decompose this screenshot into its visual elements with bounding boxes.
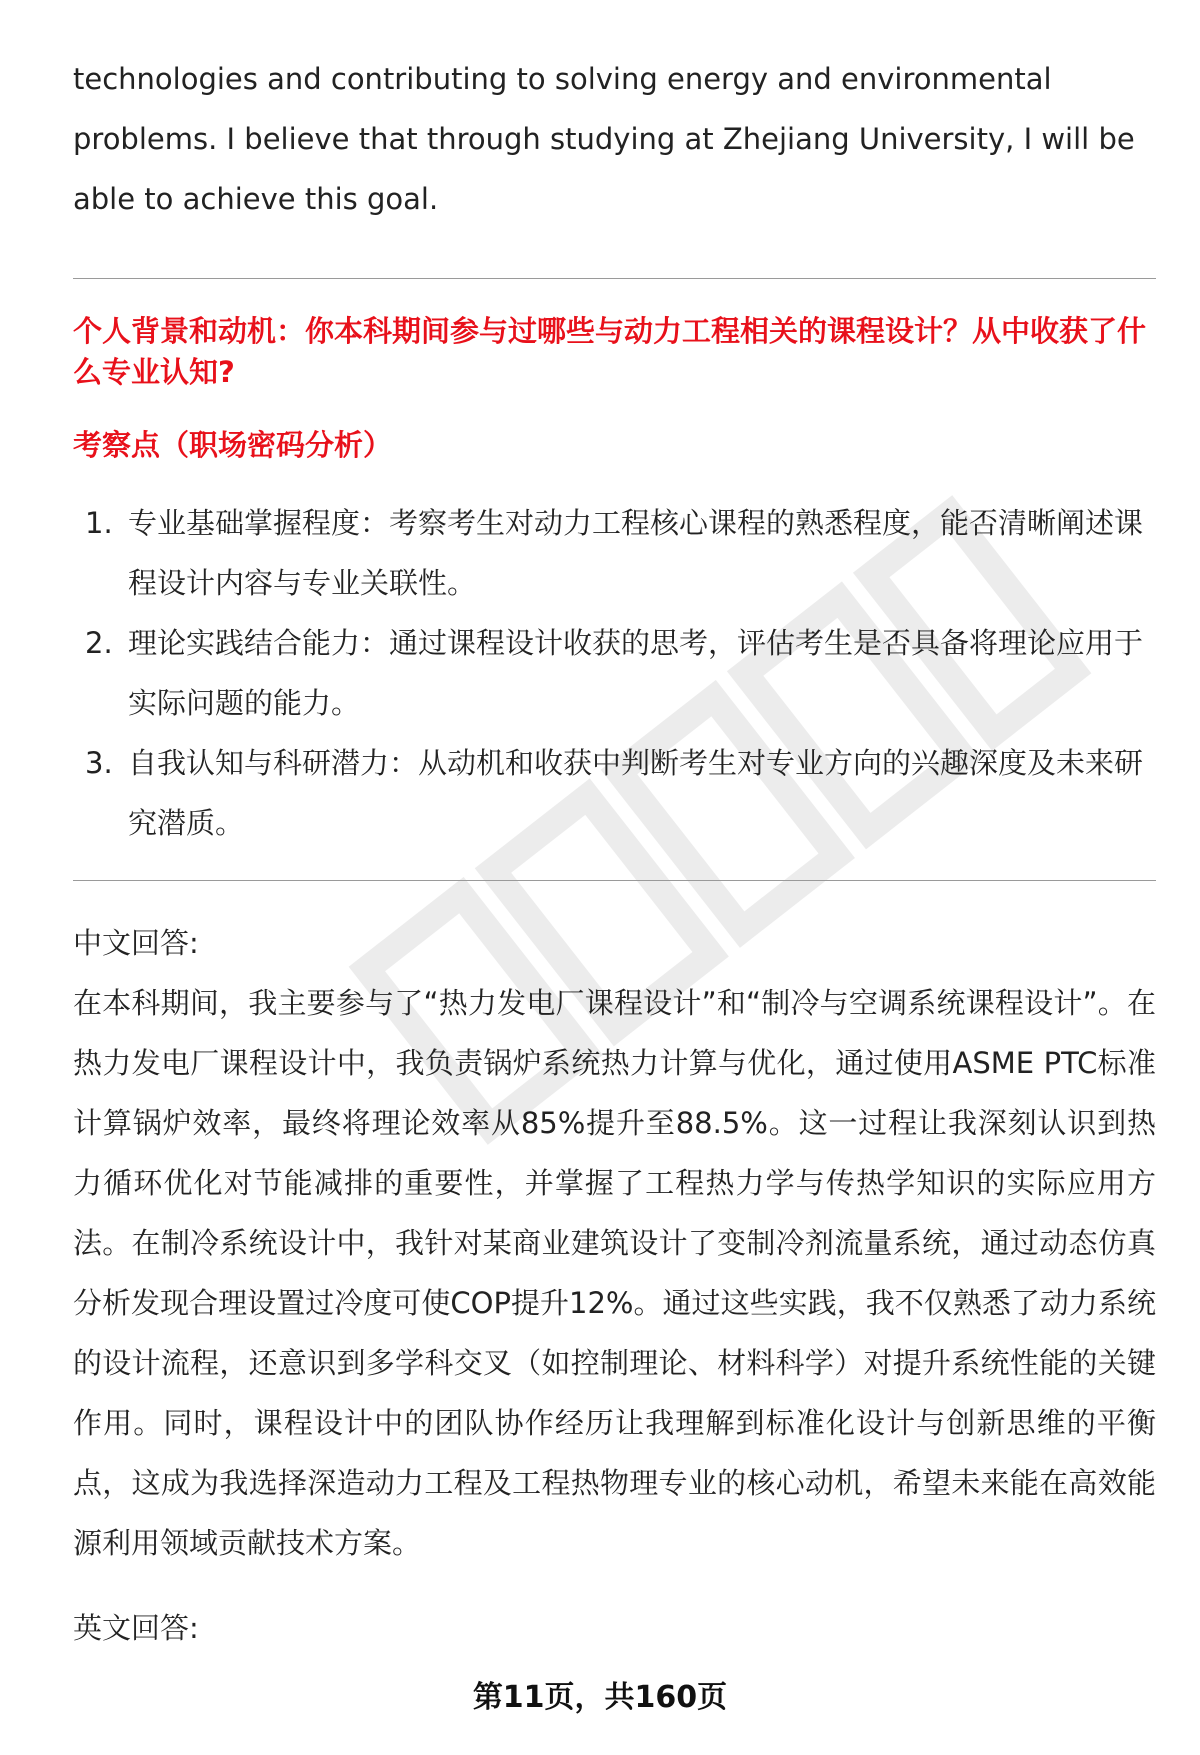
list-item-number: 2. <box>85 626 113 660</box>
list-item-number: 1. <box>85 506 113 540</box>
list-item <box>73 493 1156 613</box>
document-page <box>73 0 1156 1755</box>
chinese-answer-paragraph: 在本科期间，我主要参与了“热力发电厂课程设计”和“制冷与空调系统课程设计”。在热力发电厂课程设计中，我负责锅炉系统热力计算与优化，通过使用ASME PTC标准计算锅炉效率，最终将理论效率从85%提升至88.5%。这一过程让我深刻认识到热力循环优化对节能减排的重要性，并掌握了工程热力学与传热学知识的实际应用方法。在制冷系统设计中，我针对某商业建筑设计了变制冷剂流量系统，通过动态仿真分析发现合理设置过冷度可使COP提升12%。通过这些实践，我不仅熟悉了动力系统的设计流程，还意识到多学科交叉（如控制理论、材料科学）对提升系统性能的关键作用。同时，课程设计中的团队协作经历让我理解到标准化设计与创新思维的平衡点，这成为我选择深造动力工程及工程热物理专业的核心动机，希望未来能在高效能源利用领域贡献技术方案。 <box>73 986 1156 1560</box>
list-item <box>73 613 1156 733</box>
page-number-footer: 第11页，共160页 <box>472 1680 728 1715</box>
list-item-number: 3. <box>85 746 113 780</box>
list-item-text: 理论实践结合能力：通过课程设计收获的思考，评估考生是否具备将理论应用于实际问题的能力。 <box>128 626 1144 720</box>
list-item-text: 自我认知与科研潜力：从动机和收获中判断考生对专业方向的兴趣深度及未来研究潜质。 <box>128 746 1144 840</box>
intro-paragraph: technologies and contributing to solving energy and environmental problems. I believe that through studying at Zhejiang University, I will be able to achieve this goal. <box>73 62 1135 216</box>
analysis-points-list <box>73 493 1156 853</box>
list-item-text: 专业基础掌握程度：考察考生对动力工程核心课程的熟悉程度，能否清晰阐述课程设计内容与专业关联性。 <box>128 506 1144 600</box>
english-answer-label: 英文回答: <box>73 1611 199 1645</box>
chinese-answer-label: 中文回答: <box>73 926 199 960</box>
section-divider <box>73 880 1156 881</box>
question-heading: 个人背景和动机：你本科期间参与过哪些与动力工程相关的课程设计？从中收获了什么专业认知? <box>73 314 1147 389</box>
list-item <box>73 733 1156 853</box>
analysis-heading: 考察点（职场密码分析） <box>73 428 393 462</box>
section-divider <box>73 278 1156 279</box>
